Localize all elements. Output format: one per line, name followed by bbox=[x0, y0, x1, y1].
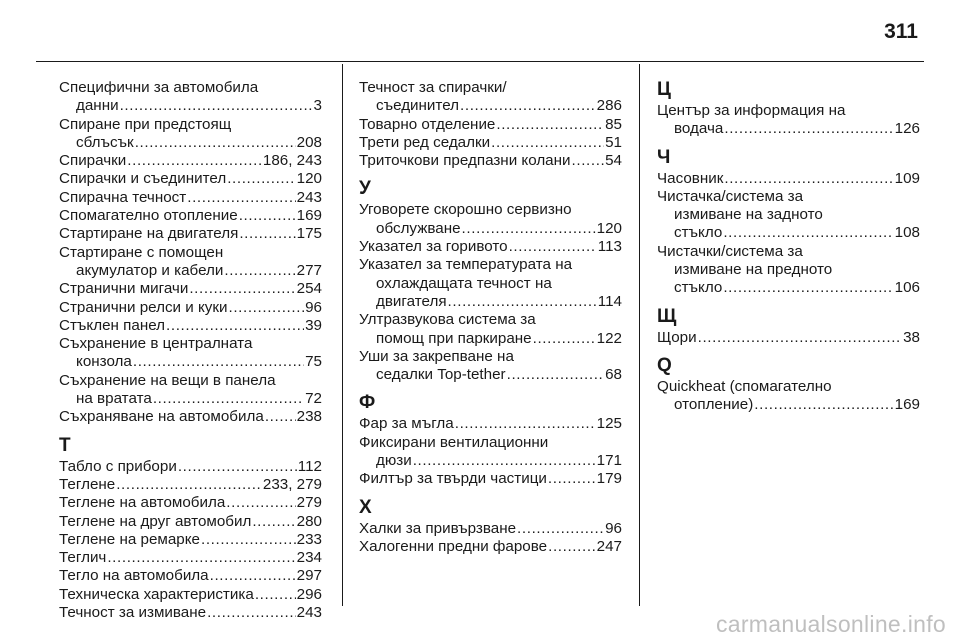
entry-text: Съхраняване на автомобила bbox=[59, 408, 264, 426]
index-entry bbox=[359, 116, 622, 134]
dot-leader bbox=[448, 293, 597, 311]
page-reference: 175 bbox=[296, 225, 322, 243]
page-reference: 96 bbox=[605, 519, 622, 537]
dot-leader bbox=[226, 494, 295, 512]
page-reference: 238 bbox=[296, 408, 322, 426]
entry-text: седалки Top-tether bbox=[376, 366, 506, 384]
index-entry bbox=[59, 604, 322, 622]
index-entry bbox=[657, 243, 920, 298]
page-reference: 279 bbox=[296, 494, 322, 512]
page-reference: 286 bbox=[596, 97, 622, 115]
index-entry bbox=[59, 586, 322, 604]
entry-text: Стъклен панел bbox=[59, 316, 166, 334]
entry-text: отопление) bbox=[674, 396, 754, 414]
page-reference: 169 bbox=[296, 207, 322, 225]
dot-leader bbox=[723, 224, 893, 242]
index-entry bbox=[59, 494, 322, 512]
entry-text: Център за информация на bbox=[657, 102, 846, 119]
index-entry bbox=[59, 189, 322, 207]
page-reference: 51 bbox=[605, 133, 622, 151]
index-entry bbox=[359, 79, 622, 116]
entry-text: дюзи bbox=[376, 452, 412, 470]
entry-text: Странични релси и куки bbox=[59, 298, 228, 316]
entry-text: Уши за закрепване на bbox=[359, 347, 514, 365]
dot-leader bbox=[201, 531, 296, 549]
letter-heading: Щ bbox=[657, 305, 677, 327]
index-entry bbox=[359, 152, 622, 170]
page-reference: 96 bbox=[305, 298, 322, 316]
dot-leader bbox=[239, 207, 296, 225]
dot-leader bbox=[724, 120, 893, 138]
index-entry bbox=[59, 152, 322, 170]
entry-text: сблъсък bbox=[76, 133, 134, 151]
entry-text: Специфични за автомобила bbox=[59, 79, 259, 96]
page-reference: 109 bbox=[894, 169, 920, 187]
dot-leader bbox=[107, 549, 295, 567]
watermark: carmanualsonline.info bbox=[715, 611, 946, 637]
column-divider bbox=[342, 64, 343, 606]
dot-leader bbox=[228, 299, 304, 317]
index-entry bbox=[59, 549, 322, 567]
entry-text: на вратата bbox=[76, 390, 152, 408]
page-reference: 75 bbox=[305, 353, 322, 371]
dot-leader bbox=[754, 396, 893, 414]
index-entry bbox=[59, 531, 322, 549]
dot-leader bbox=[265, 408, 296, 426]
letter-heading: Х bbox=[359, 496, 372, 518]
header-rule bbox=[36, 61, 924, 62]
page-reference: 122 bbox=[596, 329, 622, 347]
index-entry bbox=[59, 372, 322, 409]
dot-leader bbox=[239, 225, 295, 243]
page-reference: 54 bbox=[605, 152, 622, 170]
dot-leader bbox=[455, 415, 596, 433]
entry-text: Часовник bbox=[657, 169, 724, 187]
page-reference: 186, 243 bbox=[262, 152, 322, 170]
index-entry bbox=[359, 201, 622, 238]
entry-text: Течност за измиване bbox=[59, 604, 207, 622]
index-entry bbox=[359, 434, 622, 471]
dot-leader bbox=[509, 238, 597, 256]
entry-text: съединител bbox=[376, 97, 460, 115]
entry-text: Уговорете скорошно сервизно bbox=[359, 201, 572, 219]
page-reference: 254 bbox=[296, 280, 322, 298]
page-reference: 125 bbox=[596, 415, 622, 433]
index-entry bbox=[359, 311, 622, 348]
index-entry bbox=[59, 408, 322, 426]
dot-leader bbox=[698, 329, 902, 347]
index-entry bbox=[59, 317, 322, 335]
entry-text: Фиксирани вентилационни bbox=[359, 433, 549, 451]
dot-leader bbox=[207, 604, 296, 622]
entry-text: Теглич bbox=[59, 549, 107, 567]
entry-text: измиване на предното bbox=[674, 261, 833, 279]
entry-text: Спирачки и съединител bbox=[59, 170, 227, 188]
page-reference: 296 bbox=[296, 585, 322, 603]
dot-leader bbox=[127, 152, 262, 170]
page-reference: 3 bbox=[313, 97, 322, 115]
index-entry bbox=[359, 256, 622, 311]
index-entry bbox=[359, 470, 622, 488]
dot-leader bbox=[548, 470, 596, 488]
entry-text: Странични мигачи bbox=[59, 280, 189, 298]
entry-text: Теглене на автомобила bbox=[59, 494, 226, 512]
index-column-1 bbox=[59, 79, 322, 622]
entry-text: акумулатор и кабели bbox=[76, 261, 224, 279]
letter-heading: Ц bbox=[657, 79, 671, 100]
index-entry bbox=[59, 116, 322, 153]
entry-text: Трети ред седалки bbox=[359, 133, 491, 151]
entry-text: Теглене на друг автомобил bbox=[59, 512, 252, 530]
page-reference: 208 bbox=[296, 133, 322, 151]
page-reference: 106 bbox=[894, 279, 920, 297]
page-reference: 126 bbox=[894, 120, 920, 138]
entry-text: Чистачка/система за bbox=[657, 187, 804, 205]
page-reference: 243 bbox=[296, 188, 322, 206]
index-entry bbox=[59, 225, 322, 243]
page-reference: 243 bbox=[296, 604, 322, 622]
page-reference: 112 bbox=[297, 457, 322, 475]
index-column-2 bbox=[359, 79, 622, 556]
entry-text: Халогенни предни фарове bbox=[359, 537, 548, 555]
dot-leader bbox=[120, 97, 313, 115]
letter-heading: Т bbox=[59, 434, 71, 456]
entry-text: Указател за горивото bbox=[359, 238, 508, 256]
index-entry bbox=[359, 134, 622, 152]
page-reference: 247 bbox=[596, 537, 622, 555]
index-entry bbox=[657, 329, 920, 347]
index-entry bbox=[359, 538, 622, 556]
entry-text: Спомагателно отопление bbox=[59, 207, 238, 225]
dot-leader bbox=[153, 390, 304, 408]
index-entry bbox=[59, 170, 322, 188]
index-entry bbox=[359, 348, 622, 385]
dot-leader bbox=[210, 567, 296, 585]
page-reference: 277 bbox=[296, 261, 322, 279]
column-divider bbox=[639, 64, 640, 606]
page-reference: 68 bbox=[605, 366, 622, 384]
index-entry bbox=[59, 280, 322, 298]
index-entry bbox=[59, 79, 322, 116]
entry-text: Течност за спирачки/ bbox=[359, 79, 507, 96]
entry-text: Филтър за твърди частици bbox=[359, 470, 547, 488]
entry-text: Спирачки bbox=[59, 152, 127, 170]
entry-text: Стартиране с помощен bbox=[59, 243, 224, 261]
entry-text: Спиране при предстоящ bbox=[59, 115, 232, 133]
entry-text: Съхранение в централната bbox=[59, 335, 253, 353]
dot-leader bbox=[462, 220, 596, 238]
page-reference: 85 bbox=[605, 115, 622, 133]
entry-text: измиване на задното bbox=[674, 206, 823, 224]
entry-text: охлаждащата течност на bbox=[376, 274, 552, 292]
entry-text: Ултразвукова система за bbox=[359, 311, 536, 329]
page-reference: 120 bbox=[296, 170, 322, 188]
index-entry bbox=[359, 415, 622, 433]
dot-leader bbox=[496, 116, 604, 134]
index-entry bbox=[657, 170, 920, 188]
dot-leader bbox=[491, 134, 604, 152]
entry-text: двигателя bbox=[376, 292, 447, 310]
page-reference: 38 bbox=[903, 328, 920, 346]
dot-leader bbox=[133, 353, 304, 371]
dot-leader bbox=[533, 330, 596, 348]
entry-text: Тегло на автомобила bbox=[59, 567, 209, 585]
dot-leader bbox=[116, 476, 262, 494]
dot-leader bbox=[413, 452, 596, 470]
entry-text: стъкло bbox=[674, 224, 723, 242]
entry-text: Теглене bbox=[59, 475, 116, 493]
entry-text: Спирачна течност bbox=[59, 188, 187, 206]
entry-text: Quickheat (спомагателно bbox=[657, 377, 832, 395]
index-entry bbox=[59, 458, 322, 476]
dot-leader bbox=[723, 279, 893, 297]
page-reference: 120 bbox=[596, 219, 622, 237]
entry-text: Щори bbox=[657, 328, 697, 346]
dot-leader bbox=[166, 317, 304, 335]
letter-heading: Q bbox=[657, 354, 672, 376]
index-entry bbox=[59, 567, 322, 585]
entry-text: Техническа характеристика bbox=[59, 585, 254, 603]
index-entry bbox=[59, 335, 322, 372]
page-reference: 233, 279 bbox=[262, 475, 322, 493]
dot-leader bbox=[178, 458, 297, 476]
dot-leader bbox=[227, 170, 295, 188]
entry-text: стъкло bbox=[674, 279, 723, 297]
entry-text: Триточкови предпазни колани bbox=[359, 152, 571, 170]
page-reference: 72 bbox=[305, 390, 322, 408]
page-reference: 171 bbox=[596, 452, 622, 470]
index-entry bbox=[59, 207, 322, 225]
entry-text: помощ при паркиране bbox=[376, 329, 532, 347]
entry-text: Указател за температурата на bbox=[359, 256, 573, 274]
index-entry bbox=[59, 299, 322, 317]
index-entry bbox=[657, 378, 920, 415]
dot-leader bbox=[460, 97, 596, 115]
entry-text: Фар за мъгла bbox=[359, 415, 454, 433]
dot-leader bbox=[135, 134, 296, 152]
page-reference: 113 bbox=[597, 238, 622, 256]
dot-leader bbox=[724, 170, 893, 188]
entry-text: конзола bbox=[76, 353, 132, 371]
entry-text: Съхранение на вещи в панела bbox=[59, 371, 276, 389]
index-entry bbox=[59, 244, 322, 281]
entry-text: данни bbox=[76, 97, 119, 115]
dot-leader bbox=[507, 366, 604, 384]
dot-leader bbox=[572, 152, 605, 170]
entry-text: Чистачки/система за bbox=[657, 242, 803, 260]
dot-leader bbox=[255, 586, 296, 604]
entry-text: водача bbox=[674, 120, 724, 138]
index-entry bbox=[359, 238, 622, 256]
dot-leader bbox=[224, 262, 295, 280]
index-entry bbox=[657, 102, 920, 139]
dot-leader bbox=[517, 520, 604, 538]
index-entry bbox=[59, 476, 322, 494]
entry-text: Теглене на ремарке bbox=[59, 530, 200, 548]
page-reference: 169 bbox=[894, 396, 920, 414]
entry-text: Халки за привързване bbox=[359, 519, 517, 537]
page-reference: 108 bbox=[894, 224, 920, 242]
entry-text: Стартиране на двигателя bbox=[59, 225, 239, 243]
letter-heading: Ф bbox=[359, 392, 376, 414]
page-reference: 114 bbox=[597, 292, 622, 310]
dot-leader bbox=[548, 538, 596, 556]
entry-text: Товарно отделение bbox=[359, 115, 496, 133]
dot-leader bbox=[187, 189, 295, 207]
entry-text: Табло с прибори bbox=[59, 457, 177, 475]
dot-leader bbox=[252, 513, 295, 531]
dot-leader bbox=[189, 280, 295, 298]
index-entry bbox=[657, 188, 920, 243]
page-reference: 39 bbox=[305, 316, 322, 334]
page-reference: 297 bbox=[296, 567, 322, 585]
index-entry bbox=[59, 513, 322, 531]
index-entry bbox=[359, 520, 622, 538]
page-reference: 234 bbox=[296, 549, 322, 567]
page-reference: 233 bbox=[296, 530, 322, 548]
index-column-3 bbox=[657, 79, 920, 415]
entry-text: обслужване bbox=[376, 219, 461, 237]
letter-heading: Ч bbox=[657, 146, 671, 168]
letter-heading: У bbox=[359, 178, 371, 200]
page-reference: 280 bbox=[296, 512, 322, 530]
page-number: 311 bbox=[884, 20, 918, 43]
page-reference: 179 bbox=[596, 470, 622, 488]
